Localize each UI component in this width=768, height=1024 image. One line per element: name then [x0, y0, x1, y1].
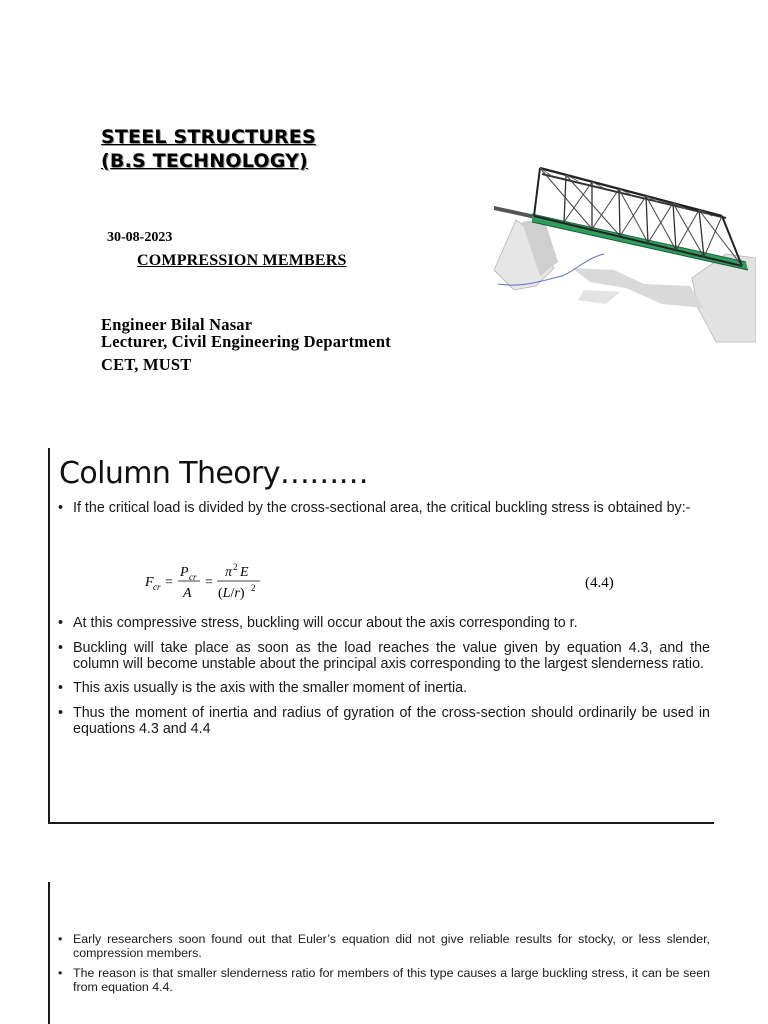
- svg-text:F: F: [145, 575, 154, 590]
- author-institution: CET, MUST: [101, 355, 192, 374]
- bullet-item: • This axis usually is the axis with the smaller moment of inertia.: [58, 681, 710, 697]
- bullet-item: • Early researchers soon found out that Euler’s equation did not give reliable results for stocky, or less slender, compression members.: [58, 933, 710, 960]
- author-role: Lecturer, Civil Engineering Department: [101, 332, 391, 351]
- truss-bridge-drawing: [494, 158, 756, 344]
- equation-formula: [145, 559, 465, 609]
- svg-text:2: 2: [233, 562, 238, 572]
- equation-number: (4.4): [585, 575, 614, 591]
- slenderness-slide: [0, 882, 768, 1024]
- course-title-line1: STEEL STRUCTURES: [101, 126, 316, 148]
- bullet-item: • Buckling will take place as soon as the load reaches the value given by equation 4.3, and the column will become unstable about the principal axis corresponding to the largest slenderness ratio.: [58, 641, 710, 673]
- svg-text:E: E: [240, 565, 249, 580]
- column-theory-slide: [0, 448, 768, 828]
- bullet-list: [58, 616, 710, 747]
- svg-text:cr: cr: [189, 572, 197, 582]
- svg-text:π: π: [225, 565, 233, 580]
- svg-text:(L/r): (L/r): [218, 586, 245, 601]
- svg-text:=: =: [165, 575, 173, 590]
- title-slide: [0, 0, 768, 432]
- svg-text:cr: cr: [153, 582, 161, 592]
- bullet-item: • The reason is that smaller slenderness ratio for members of this type causes a large buckling stress, it can be seen from equation 4.4.: [58, 967, 710, 994]
- bullet-list: [58, 501, 710, 526]
- svg-text:2: 2: [251, 583, 256, 593]
- svg-text:=: =: [205, 575, 213, 590]
- bullet-item: • Thus the moment of inertia and radius of gyration of the cross-section should ordinarily be used in equations 4.3 and 4.4: [58, 706, 710, 738]
- lecture-topic: COMPRESSION MEMBERS: [137, 252, 347, 269]
- svg-text:A: A: [183, 586, 192, 601]
- buckling-stress-equation: [145, 559, 645, 609]
- bullet-item: • If the critical load is divided by the cross-sectional area, the critical buckling stress is obtained by:-: [58, 501, 710, 517]
- bullet-list: [58, 933, 710, 1001]
- course-title: [101, 125, 316, 173]
- slide-heading: Column Theory………: [59, 456, 369, 491]
- author-name: Engineer Bilal Nasar: [101, 315, 253, 334]
- lecture-date: 30-08-2023: [107, 230, 173, 245]
- truss-bridge-illustration: [494, 158, 756, 344]
- bullet-item: • At this compressive stress, buckling will occur about the axis corresponding to r.: [58, 616, 710, 632]
- slide-frame: [48, 882, 50, 1024]
- svg-text:P: P: [180, 565, 189, 580]
- course-title-line2: (B.S TECHNOLOGY): [101, 150, 308, 172]
